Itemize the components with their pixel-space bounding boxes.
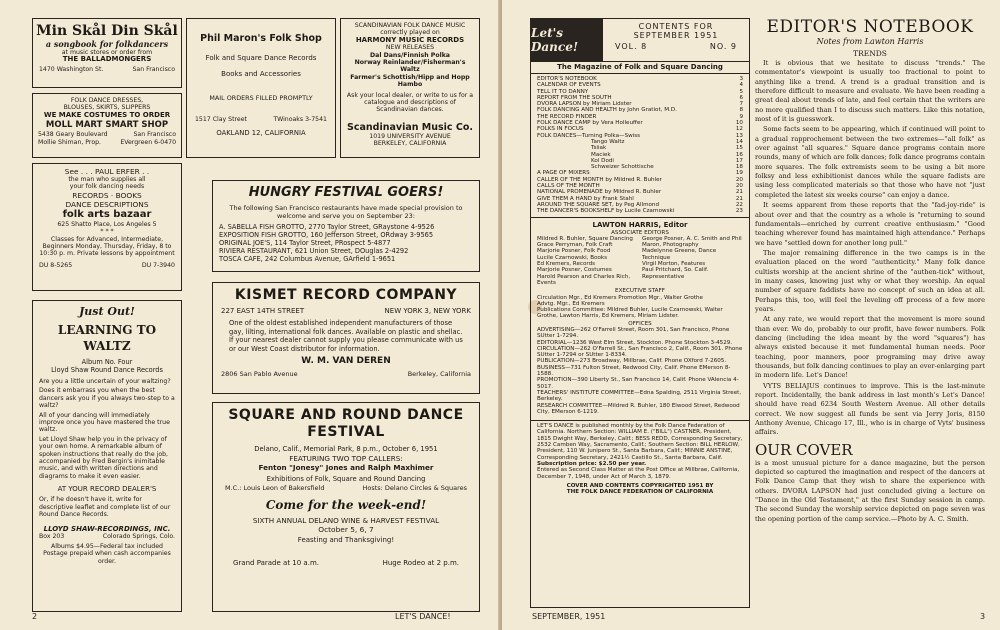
- table-of-contents: [531, 74, 749, 218]
- contents-line2: SEPTEMBER 1951: [633, 31, 719, 40]
- masthead: [531, 19, 749, 62]
- festival-rodeo: Huge Rodeo at 2 p.m.: [382, 559, 459, 567]
- scand-city: BERKELEY, CALIFORNIA: [373, 140, 447, 148]
- office-entry: CIRCULATION—262 O'Farrell St., San Francisco 2, Calif., Room 301. Phone SUtter 1-7294 or SUtter 1-8334.: [537, 345, 743, 359]
- associate-editor: Harold Pearson and Charles Rich, Events: [537, 273, 631, 286]
- folk-shop-mail: MAIL ORDERS FILLED PROMPTLY: [209, 94, 313, 102]
- erfer-stars: * * *: [100, 228, 114, 236]
- toc-entry-title: Schweizer Schottische: [591, 164, 654, 171]
- hungry-intro: The following San Francisco restaurants have made special provision to welcome and serve you on September 23:: [229, 204, 463, 220]
- toc-entry-title: FOLKS IN FOCUS: [537, 126, 584, 133]
- associate-editor: Marjorie Posner, Folk Food: [537, 248, 611, 255]
- scand-release-2: Norway Reinlander/Fisherman's Waltz: [354, 59, 466, 74]
- waltz-company: LLOYD SHAW-RECORDINGS, INC.: [43, 524, 171, 533]
- waltz-or-text: Or, if he doesn't have it, write for descriptive leaflet and complete list of our Round Dance Records.: [39, 496, 171, 519]
- executive-staff-line: Circulation Mgr., Ed Kremers Promotion Mgr., Walter Grothe: [537, 294, 703, 301]
- our-cover-text: is a most unusual picture for a dance magazine, but the person depicted so captured the imagination and respect of the dancers at Folk Dance Camp that they wish to share the experience with others. DVORA LAPSON had just concluded giving a lecture on "Dance in the Old Testament," at the first Sunday session in camp. The second Sunday the worship service depicted on page seven was the opening portion of the camp service.—Photo by A. C. Smith.: [755, 458, 985, 523]
- min-skal-title: Min Skål Din Skål: [36, 23, 178, 39]
- waltz-postage: Postage prepaid when cash accompanies order.: [43, 550, 171, 565]
- office-entry: ADVERTISING—262 O'Farrell Street, Room 301, San Francisco, Phone SUtter 1-7294.: [537, 326, 730, 340]
- min-skal-subtitle: a songbook for folkdancers: [45, 39, 169, 49]
- assoc-editors-right: [642, 236, 743, 286]
- toc-entry-title: A PAGE OF MIXERS: [537, 170, 590, 177]
- kismet-dist-city: Berkeley, California: [407, 370, 471, 379]
- executive-staff-line: Advtg. Mgr., Ed Kremers: [537, 300, 605, 307]
- toc-entry-page: 20: [735, 176, 743, 183]
- festival-exhibitions: Exhibitions of Folk, Square and Round Dancing: [266, 475, 426, 483]
- associate-editor: George Posner, A. C. Smith and Phil Maron, Photography: [642, 235, 742, 249]
- restaurant-2: EXPOSITION FISH GROTTO, 160 Jefferson Street, ORdway 3-9565: [219, 231, 434, 239]
- associate-editor: Ed Kremers, Records: [537, 261, 596, 268]
- contents-line1: CONTENTS FOR: [638, 22, 714, 31]
- toc-entry-page: 10: [735, 120, 743, 127]
- min-skal-address: 1470 Washington St.: [39, 65, 104, 73]
- toc-entry-title: CALENDAR OF EVENTS: [537, 82, 601, 89]
- erfer-phone2: DU 7-3940: [141, 261, 175, 269]
- min-skal-line2: THE BALLADMONGERS: [62, 55, 152, 64]
- entered-note: Entered as Second Class Matter at the Post Office at Millbrae, California, December 7, 1948, under Act of March 3, 1879.: [537, 467, 740, 480]
- erfer-line4: RECORDS · BOOKS: [72, 190, 142, 200]
- toc-entry-page: 21: [735, 189, 743, 196]
- scand-address: 1019 UNIVERSITY AVENUE: [369, 132, 451, 140]
- festival-callers-head: FEATURING TWO TOP CALLERS:: [289, 454, 403, 463]
- hungry-festival-ad: [212, 180, 480, 272]
- kismet-body: One of the oldest established independent manufacturers of those gay, lilting, international folk dances. Available on plastic and shellac. If your nearest dealer cannot supply you please communicate with us or our West Coast distributor for information.: [229, 319, 463, 353]
- learning-to-waltz-ad: [32, 300, 182, 612]
- left-footer-label: LET'S DANCE!: [395, 612, 451, 621]
- office-entry: TEACHERS' INSTITUTE COMMITTEE—Edna Spalding, 2511 Virginia Street, Berkeley.: [537, 389, 742, 403]
- hungry-list: [219, 223, 473, 263]
- staff-editor: LAWTON HARRIS, Editor: [592, 220, 688, 229]
- toc-entry-title: Tsiiak: [591, 145, 607, 152]
- erfer-line3: your folk dancing needs: [69, 183, 145, 191]
- notebook-paragraph-5: At any rate, we would report that the movement is more sound than ever. We do, probably to our profit, have fewer numbers. Folk dancing (including the idea meant by the word "squares") has always existed because it met fundamental human needs. Poor teaching, poor manners, poor programing may drive away thousands, but folk dancing continues to play an ever-enlarging part in modern life. Let's Dance!: [755, 315, 985, 380]
- contents-box: [530, 18, 750, 608]
- hungry-title: HUNGRY FESTIVAL GOERS!: [248, 185, 444, 200]
- toc-entry-title: Maciek: [591, 151, 611, 158]
- toc-entry-page: 6: [739, 94, 743, 101]
- waltz-series: Lloyd Shaw Round Dance Records: [51, 366, 163, 374]
- kismet-address: 227 EAST 14TH STREET: [221, 307, 305, 315]
- toc-entry-page: 22: [735, 201, 743, 208]
- festival-come: Come for the week-end!: [265, 498, 427, 512]
- toc-entry-title: TELL IT TO DANNY: [537, 88, 589, 95]
- office-entry: EDITORIAL—1236 West Elm Street, Stockton. Phone Stockton 3-4529.: [537, 339, 733, 346]
- min-skal-city: San Francisco: [132, 65, 175, 73]
- moll-name: MOLL MART SMART SHOP: [45, 120, 169, 131]
- notebook-paragraph-6: VYTS BELIAJUS continues to improve. This is the last-minute report. Incidentally, the bank address in last month's Let's Dance! should have read 6234 South Western Avenue. All other details correct. We now suggest all funds be sent via Jerry Joris, 8150 Anthony Avenue, Chicago 17, Ill., who is in charge of Vyts' business affairs.: [755, 381, 985, 437]
- associate-editor: Lucile Czarnowski, Books: [537, 254, 608, 261]
- notebook-paragraph-2: Some facts seem to be appearing, which if continued will point to a gradual rapprochement between the two extremes—"all folk" as over against "all squares." Square dance programs contain more rounds, many of which are folk dances; folk dance programs contain more squares. The folk extremists seem to be using a bit more folksy and less exhibitionist dances while the square fadists are using less complicated materials so that those who have not "just completed the latest six weeks course" can enjoy a dance.: [755, 125, 985, 199]
- copyright-line1: COVER AND CONTENTS COPYRIGHTED 1951 BY: [566, 482, 714, 489]
- toc-entry-title: Kol Dodi: [591, 157, 614, 164]
- restaurant-3: ORIGINAL JOE'S, 114 Taylor Street, PRospect 5-4877: [219, 239, 391, 247]
- moll-line2: BLOUSES, SKIRTS, SLIPPERS: [63, 104, 151, 112]
- associate-editor: Grace Perryman, Folk Craft: [537, 242, 613, 249]
- scand-releases-head: NEW RELEASES: [385, 44, 435, 52]
- assoc-editors-left: [537, 236, 638, 286]
- right-page-number: 3: [980, 612, 986, 621]
- waltz-box: Box 203: [39, 532, 65, 540]
- editors-notebook-column: [755, 18, 985, 525]
- moll-owner: Mollie Shiman, Prop.: [38, 138, 102, 146]
- moll-address: 5438 Geary Boulevard: [38, 131, 108, 139]
- folk-shop-line1: Folk and Square Dance Records: [205, 54, 317, 62]
- festival-parade: Grand Parade at 10 a.m.: [233, 559, 319, 567]
- moll-phone: EVergreen 6-0470: [120, 138, 176, 146]
- waltz-body-2: Does it embarrass you when the best dancers ask you if you always two-step to a waltz?: [39, 387, 175, 410]
- assoc-head: ASSOCIATE EDITORS: [611, 229, 669, 236]
- festival-hosts: Hosts: Delano Circles & Squares: [362, 484, 467, 492]
- toc-entry-title: FOLK DANCE CAMP by Vera Holleuffer: [537, 120, 643, 127]
- kismet-ad: [212, 282, 480, 394]
- toc-entry-page: 14: [735, 138, 743, 145]
- toc-entry-page: 19: [735, 170, 743, 177]
- toc-entry-title: THE RECORD FINDER: [537, 113, 597, 120]
- folk-shop-city: OAKLAND 12, CALIFORNIA: [216, 129, 306, 138]
- office-entry: RESEARCH COMMITTEE—Mildred R. Buhler, 180 Elwood Street, Redwood City, EMerson 6-1219.: [537, 402, 740, 415]
- lets-dance-logo: [531, 19, 603, 61]
- waltz-album: Album No. Four: [81, 358, 133, 366]
- restaurant-5: TOSCA CAFE, 242 Columbus Avenue, GArfield 1-9651: [219, 255, 396, 263]
- toc-entry-title: CALLER OF THE MONTH by Mildred R. Buhler: [537, 176, 662, 183]
- toc-entry-title: FOLK DANCES—Turning Polka—Swiss: [537, 132, 641, 139]
- folk-shop-line2: Books and Accessories: [221, 70, 301, 78]
- issue-number: NO. 9: [709, 42, 737, 51]
- toc-entry-page: 7: [739, 101, 743, 108]
- erfer-name: folk arts bazaar: [62, 208, 152, 220]
- waltz-city: Colorado Springs, Colo.: [102, 532, 175, 540]
- waltz-body-3: All of your dancing will immediately improve once you have mastered the true waltz.: [39, 411, 170, 434]
- toc-entry-page: 16: [735, 151, 743, 158]
- folk-shop-title: Phil Maron's Folk Shop: [200, 33, 322, 44]
- toc-entry-title: CALLS OF THE MONTH: [537, 183, 600, 190]
- published-note: LET'S DANCE is published monthly by the Folk Dance Federation of California. Northern Section: WILLIAM E. ("BILL") CASTNER, President, 1815 Dwight Way, Berkeley, Calif.; BESS REDD, Corresponding Secretary, 2532 Camben Way, Sacramento, Calif.; Southern Section: BILL HERLOW, President, 110 W. Junipero St., Santa Barbara, Calif.; MINNIE ANSTINE, Corresponding Secretary, 2421½ Castillo St., Santa Barbara, Calif.: [537, 423, 743, 461]
- erfer-line1: See . . . PAUL ERFER . .: [64, 167, 150, 176]
- moll-line3: WE MAKE COSTUMES TO ORDER: [43, 110, 171, 119]
- offices-list: [537, 327, 743, 415]
- toc-entry-page: 15: [735, 145, 743, 152]
- executive-staff-line: Publications Committee: Mildred Buhler, Lucile Czarnowski, Walter Grothe, Lawton Harris, Ed Kremers, Miriam Lidster.: [537, 307, 723, 320]
- festival-dates: October 5, 6, 7: [318, 525, 374, 534]
- associate-editor: Mildred R. Buhler, Square Dancing: [537, 235, 633, 242]
- erfer-address: 625 Shatto Place, Los Angeles 5: [57, 220, 157, 228]
- kismet-title: KISMET RECORD COMPANY: [234, 287, 458, 303]
- scand-company: Scandinavian Music Co.: [347, 121, 473, 133]
- volume: VOL. 8: [615, 42, 648, 51]
- exec-staff: [537, 295, 743, 320]
- exec-head: EXECUTIVE STAFF: [615, 288, 665, 295]
- scand-line2: correctly played on: [380, 29, 440, 37]
- notebook-byline: Notes from Lawton Harris: [816, 37, 924, 46]
- moll-city: San Francisco: [133, 131, 176, 139]
- toc-entry-page: 18: [735, 164, 743, 171]
- notebook-paragraph-3: It seems apparent from these reports that the "fad-joy-ride" is about over and that the country as a whole is "returning to sound fundamentals—enriched by current creative enthusiasm." "Good teaching wherever found has maintained high attendance." Perhaps we have "settled down for another long pull.": [755, 201, 985, 247]
- festival-title: SQUARE AND ROUND DANCE FESTIVAL: [228, 407, 464, 440]
- toc-entry-page: 21: [735, 195, 743, 202]
- notebook-paragraph-1: It is obvious that we hesitate to discuss "trends." The commentator's viewpoint is usually too fractional to point to anything like a trend. A trend is a gradual transition and is therefore difficult to measure and evaluate. We have been reading a great deal about trends of late, and feel certain that the writers are no more qualified than I to discuss such matters. Like this notation, most of it is guesswork.: [755, 59, 985, 124]
- associate-editor: Madelynne Greene, Dance Technique: [642, 248, 717, 261]
- right-footer-label: SEPTEMBER, 1951: [532, 612, 606, 621]
- toc-entry-title: AROUND THE SQUARE SET, by Peg Allmond: [537, 201, 660, 208]
- moll-line1: FOLK DANCE DRESSES,: [70, 97, 144, 104]
- kismet-distributor: W. M. VAN DEREN: [301, 356, 391, 367]
- toc-entry-page: 3: [739, 76, 743, 82]
- toc-entry-page: 13: [735, 132, 743, 139]
- scand-ask: Ask your local dealer, or write to us for a catalogue and descriptions of Scandinavian dances.: [346, 91, 474, 114]
- scand-release-3: Farmer's Schottish/Hipp and Hopp Hambo: [350, 73, 470, 89]
- toc-entry-title: Tango Waltz: [591, 138, 625, 145]
- toc-entry-title: EDITOR'S NOTEBOOK: [537, 76, 597, 82]
- associate-editor: Paul Pritchard, So. Calif. Representative: [642, 267, 709, 280]
- scand-release-1: Dal Dans/Finnish Polka: [370, 51, 450, 59]
- subscription-price: Subscription price: $2.50 per year.: [537, 460, 647, 467]
- toc-entry-page: 9: [739, 113, 743, 120]
- waltz-body-1: Are you a little uncertain of your waltzing?: [39, 378, 171, 385]
- associate-editor: Virgil Morton, Features: [642, 261, 706, 268]
- restaurant-1: A. SABELLA FISH GROTTO, 2770 Taylor Street, GRaystone 4-9526: [219, 223, 435, 231]
- copyright-line2: THE FOLK DANCE FEDERATION OF CALIFORNIA: [566, 489, 714, 496]
- min-skal-ad: [32, 18, 182, 88]
- office-entry: PROMOTION—390 Liberty St., San Francisco 14, Calif. Phone VAlencia 4-5017.: [537, 377, 739, 390]
- toc-entry-title: GIVE THEM A HAND by Frank Stahl: [537, 195, 634, 202]
- festival-where: Delano, Calif., Memorial Park, 8 p.m., October 6, 1951: [254, 445, 438, 453]
- folk-shop-address: 1517 Clay Street: [195, 116, 247, 123]
- logo-text: Let's Dance!: [531, 26, 579, 54]
- toc-entry-page: 4: [739, 82, 743, 89]
- toc-entry-page: 12: [735, 126, 743, 133]
- festival-ad: [212, 402, 480, 612]
- toc-entry-page: 17: [735, 157, 743, 164]
- min-skal-line1: at music stores or order from: [61, 49, 153, 56]
- waltz-title: LEARNING TO WALTZ: [57, 323, 157, 353]
- kismet-dist-address: 2806 San Pablo Avenue: [221, 370, 298, 379]
- toc-entry: [537, 208, 743, 214]
- toc-entry-title: FOLK DANCING AND HEALTH by John Gratiot, M.D.: [537, 107, 677, 114]
- toc-entry-title: REPORT FROM THE SOUTH: [537, 94, 612, 101]
- kismet-city: NEW YORK 3, NEW YORK: [384, 307, 471, 315]
- toc-entry-title: THE DANCER'S BOOKSHELF by Lucile Czarnowski: [537, 208, 675, 215]
- waltz-price: Albums $4.95—Federal tax included: [51, 542, 163, 550]
- restaurant-4: RIVIERA RESTAURANT, 621 Union Street, DOuglas 2-4292: [219, 247, 409, 255]
- toc-entry-page: 5: [739, 88, 743, 95]
- erfer-phone1: DU 8-5265: [39, 261, 73, 269]
- festival-mc: M.C.: Louis Leon of Bakersfield: [225, 484, 325, 492]
- toc-entry-page: 23: [735, 208, 743, 215]
- trends-head: TRENDS: [853, 49, 887, 58]
- office-entry: PUBLICATION—273 Broadway, Millbrae, Calif. Phone OXford 7-2605.: [537, 358, 727, 365]
- scand-line1: SCANDINAVIAN FOLK DANCE MUSIC: [354, 22, 466, 29]
- festival-callers: Fenton "Jonesy" Jones and Ralph Maxhimer: [258, 463, 434, 472]
- toc-entry-page: 8: [739, 107, 743, 114]
- notebook-paragraph-4: The major remaining difference in the two camps is in the evaluation placed on the word "authenticity." Many folk dance cultists worship at the ancient shrine of the "authen-tick" without, in many cases, knowing just why or what they worship. An equal number of square faddists have no concept of such an idea at all. Perhaps this, too, will feel the leveling off process of a few more years.: [755, 248, 985, 313]
- associate-editor: Marjorie Posner, Costumes: [537, 267, 612, 274]
- scandinavian-ad: [340, 18, 480, 158]
- notebook-title: EDITOR'S NOTEBOOK: [766, 17, 974, 37]
- toc-entry-title: NATIONAL PROMENADE by Mildred R. Buhler: [537, 189, 662, 196]
- festival-feasting: Feasting and Thanksgiving!: [297, 536, 395, 544]
- toc-entry-page: 20: [735, 183, 743, 190]
- offices-head: OFFICES: [628, 320, 652, 327]
- toc-entry-title: DVORA LAPSON by Miriam Lidster: [537, 101, 632, 108]
- erfer-line5: DANCE DESCRIPTIONS: [65, 199, 149, 209]
- scand-line3: HARMONY MUSIC RECORDS: [355, 35, 465, 44]
- masthead-tagline: The Magazine of Folk and Square Dancing: [531, 62, 749, 74]
- folk-shop-ad: [186, 18, 336, 158]
- paul-erfer-ad: [32, 163, 182, 291]
- waltz-body-4: Let Lloyd Shaw help you in the privacy of your own home. A remarkable album of spoken instructions that really do the job, accompanied by Fred Bergin's inimitable music, and with written directions and diagrams to make it even easier.: [39, 435, 169, 480]
- folk-shop-phone: TWinoaks 3-7541: [273, 116, 327, 123]
- festival-sixth: SIXTH ANNUAL DELANO WINE & HARVEST FESTIVAL: [252, 516, 440, 525]
- waltz-just-out: Just Out!: [79, 305, 135, 318]
- left-page-number: 2: [32, 612, 38, 621]
- our-cover-head: OUR COVER: [755, 440, 853, 459]
- moll-mart-ad: [32, 93, 182, 158]
- erfer-classes: Classes for Advanced, Intermediate, Beginners Monday, Thursday, Friday, 8 to 10:30 p. m. Private lessons by appointment: [39, 235, 175, 258]
- office-entry: BUSINESS—731 Fulton Street, Redwood City, Calif. Phone EMerson 8-1588.: [537, 364, 731, 378]
- erfer-line2: the man who supplies all: [68, 176, 146, 183]
- waltz-dealer: AT YOUR RECORD DEALER'S: [57, 485, 157, 494]
